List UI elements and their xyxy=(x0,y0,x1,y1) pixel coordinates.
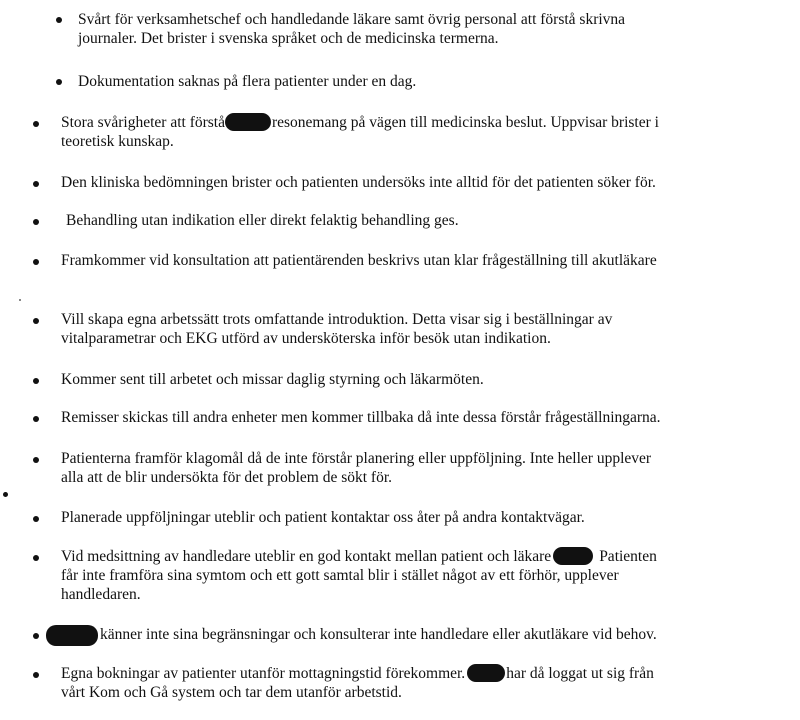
bullet xyxy=(33,416,39,422)
list-item-text: Patienten xyxy=(599,548,657,565)
scan-speck xyxy=(19,299,21,301)
redaction-mark xyxy=(467,664,505,682)
redaction-mark xyxy=(553,547,593,565)
list-item xyxy=(78,10,625,48)
list-item xyxy=(61,251,657,270)
list-item xyxy=(100,625,657,644)
bullet xyxy=(56,17,62,23)
bullet xyxy=(33,121,39,127)
list-item xyxy=(61,113,659,151)
list-item-line: Vill skapa egna arbetssätt trots omfattande introduktion. Detta visar sig i beställningar av xyxy=(61,311,613,328)
bullet xyxy=(33,219,39,225)
bullet xyxy=(33,633,39,639)
list-item-line xyxy=(61,113,659,132)
list-item xyxy=(61,370,484,389)
bullet xyxy=(56,79,62,85)
list-item-text: Vid medsittning av handledare uteblir en god kontakt mellan patient och läkare xyxy=(61,548,552,565)
list-item-line: Svårt för verksamhetschef och handledande läkare samt övrig personal att förstå skrivna xyxy=(78,11,626,28)
list-item-line: Framkommer vid konsultation att patientärenden beskrivs utan klar frågeställning till akutläkare xyxy=(61,252,657,269)
list-item-line xyxy=(61,547,657,566)
list-item-line: känner inte sina begränsningar och konsulterar inte handledare eller akutläkare vid behov. xyxy=(100,626,657,643)
list-item-line: vårt Kom och Gå system och tar dem utanför arbetstid. xyxy=(61,684,402,701)
list-item-line: teoretisk kunskap. xyxy=(61,133,174,150)
bullet xyxy=(33,318,39,324)
bullet xyxy=(33,181,39,187)
list-item-text: Stora svårigheter att förstå xyxy=(61,114,225,131)
bullet xyxy=(33,516,39,522)
bullet xyxy=(33,672,39,678)
list-item xyxy=(78,72,416,91)
list-item-line: Dokumentation saknas på flera patienter under en dag. xyxy=(78,73,417,90)
list-item-line: Patienterna framför klagomål då de inte förstår planering eller uppföljning. Inte heller upplever xyxy=(61,450,652,467)
list-item-line: handledaren. xyxy=(61,586,141,603)
list-item-text: resonemang på vägen till medicinska beslut. Uppvisar brister i xyxy=(271,114,659,131)
bullet xyxy=(33,259,39,265)
list-item xyxy=(61,449,651,487)
list-item xyxy=(61,408,661,427)
list-item-line: alla att de blir undersökta för det problem de sökt för. xyxy=(61,469,393,486)
list-item-line: Den kliniska bedömningen brister och patienten undersöks inte alltid för det patienten söker för. xyxy=(61,174,656,191)
bullet xyxy=(33,378,39,384)
list-item-line: vitalparametrar och EKG utförd av undersköterska inför besök utan indikation. xyxy=(61,330,551,347)
redaction-mark xyxy=(46,625,98,646)
list-item xyxy=(66,211,459,230)
list-item-text: har då loggat ut sig från xyxy=(506,665,654,682)
list-item-line: får inte framföra sina symtom och ett gott samtal blir i stället något av ett förhör, upplever xyxy=(61,567,619,584)
list-item-line: Remisser skickas till andra enheter men kommer tillbaka då inte dessa förstår frågeställningarna. xyxy=(61,409,661,426)
list-item-line: Behandling utan indikation eller direkt felaktig behandling ges. xyxy=(66,212,459,229)
list-item-line: Kommer sent till arbetet och missar daglig styrning och läkarmöten. xyxy=(61,371,484,388)
list-item-line: journaler. Det brister i svenska språket och de medicinska termerna. xyxy=(78,30,499,47)
bullet xyxy=(33,555,39,561)
redaction-mark xyxy=(225,113,271,131)
list-item xyxy=(61,547,657,604)
list-item xyxy=(61,173,656,192)
bullet xyxy=(33,457,39,463)
bullet xyxy=(3,492,8,497)
list-item-line xyxy=(61,664,654,683)
list-item xyxy=(61,664,654,702)
list-item xyxy=(61,310,612,348)
list-item-line: Planerade uppföljningar uteblir och patient kontaktar oss åter på andra kontaktvägar. xyxy=(61,509,585,526)
list-item-text: Egna bokningar av patienter utanför mottagningstid förekommer. xyxy=(61,665,466,682)
list-item xyxy=(61,508,585,527)
